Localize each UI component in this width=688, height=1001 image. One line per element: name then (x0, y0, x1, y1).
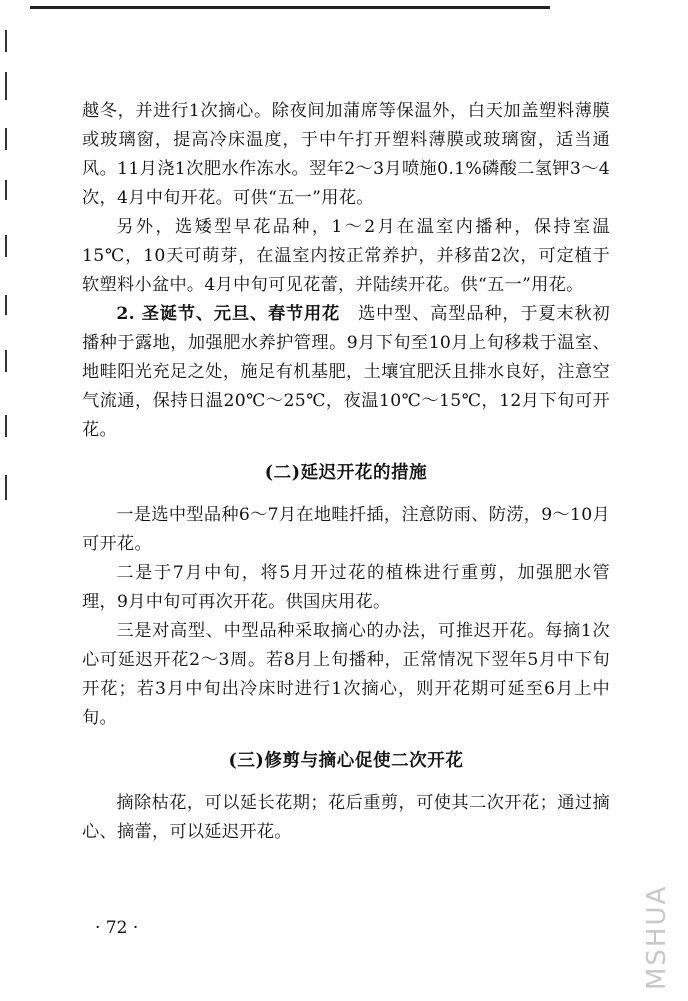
paragraph-delay-3: 三是对高型、中型品种采取摘心的办法，可推迟开花。每摘1次心可延迟开花2～3周。若8月上旬播种，正常情况下翌年5月中下旬开花；若3月中旬出冷床时进行1次摘心，则开花期可延至6月上中旬。 (82, 621, 610, 728)
paragraph-overwinter: 越冬，并进行1次摘心。除夜间加蒲席等保温外，白天加盖塑料薄膜或玻璃窗，提高冷床温度，于中午打开塑料薄膜或玻璃窗，适当通风。11月浇1次肥水作冻水。翌年2～3月喷施0.1%磷酸二氢钾3～4次，4月中旬开花。可供“五一”用花。 (82, 101, 610, 208)
section-christmas (82, 300, 610, 445)
section-christmas-heading: 2. 圣诞节、元旦、春节用花 (116, 304, 341, 324)
page-body (82, 97, 610, 847)
watermark-logo: MSHUA (642, 884, 672, 990)
paragraph-delay-1: 一是选中型品种6～7月在地畦扦插，注意防雨、防涝，9～10月可开花。 (82, 505, 610, 554)
top-rule (30, 6, 550, 9)
page-number: · 72 · (95, 918, 139, 938)
paragraph-delay-2: 二是于7月中旬，将5月开过花的植株进行重剪，加强肥水管理，9月中旬可再次开花。供国庆用花。 (82, 563, 610, 612)
section-christmas-body: 选中型、高型品种，于夏末秋初播种于露地，加强肥水养护管理。9月下旬至10月上旬移栽于温室、地畦阳光充足之处，施足有机基肥，土壤宜肥沃且排水良好，注意空气流通，保持日温20℃～25℃，夜温10℃～15℃，12月下旬可开花。 (82, 304, 610, 440)
binding-marks (5, 30, 8, 500)
paragraph-dwarf-variety: 另外，选矮型早花品种，1～2月在温室内播种，保持室温15℃，10天可萌芽，在温室内按正常养护，并移苗2次，可定植于软塑料小盆中。4月中旬可见花蕾，并陆续开花。供“五一”用花。 (82, 217, 610, 295)
heading-prune-pinch: (三)修剪与摘心促使二次开花 (228, 751, 464, 771)
paragraph-prune: 摘除枯花，可以延长花期；花后重剪，可使其二次开花；通过摘心、摘蕾，可以延迟开花。 (82, 793, 610, 842)
heading-delay-flowering: (二)延迟开花的措施 (264, 463, 428, 483)
